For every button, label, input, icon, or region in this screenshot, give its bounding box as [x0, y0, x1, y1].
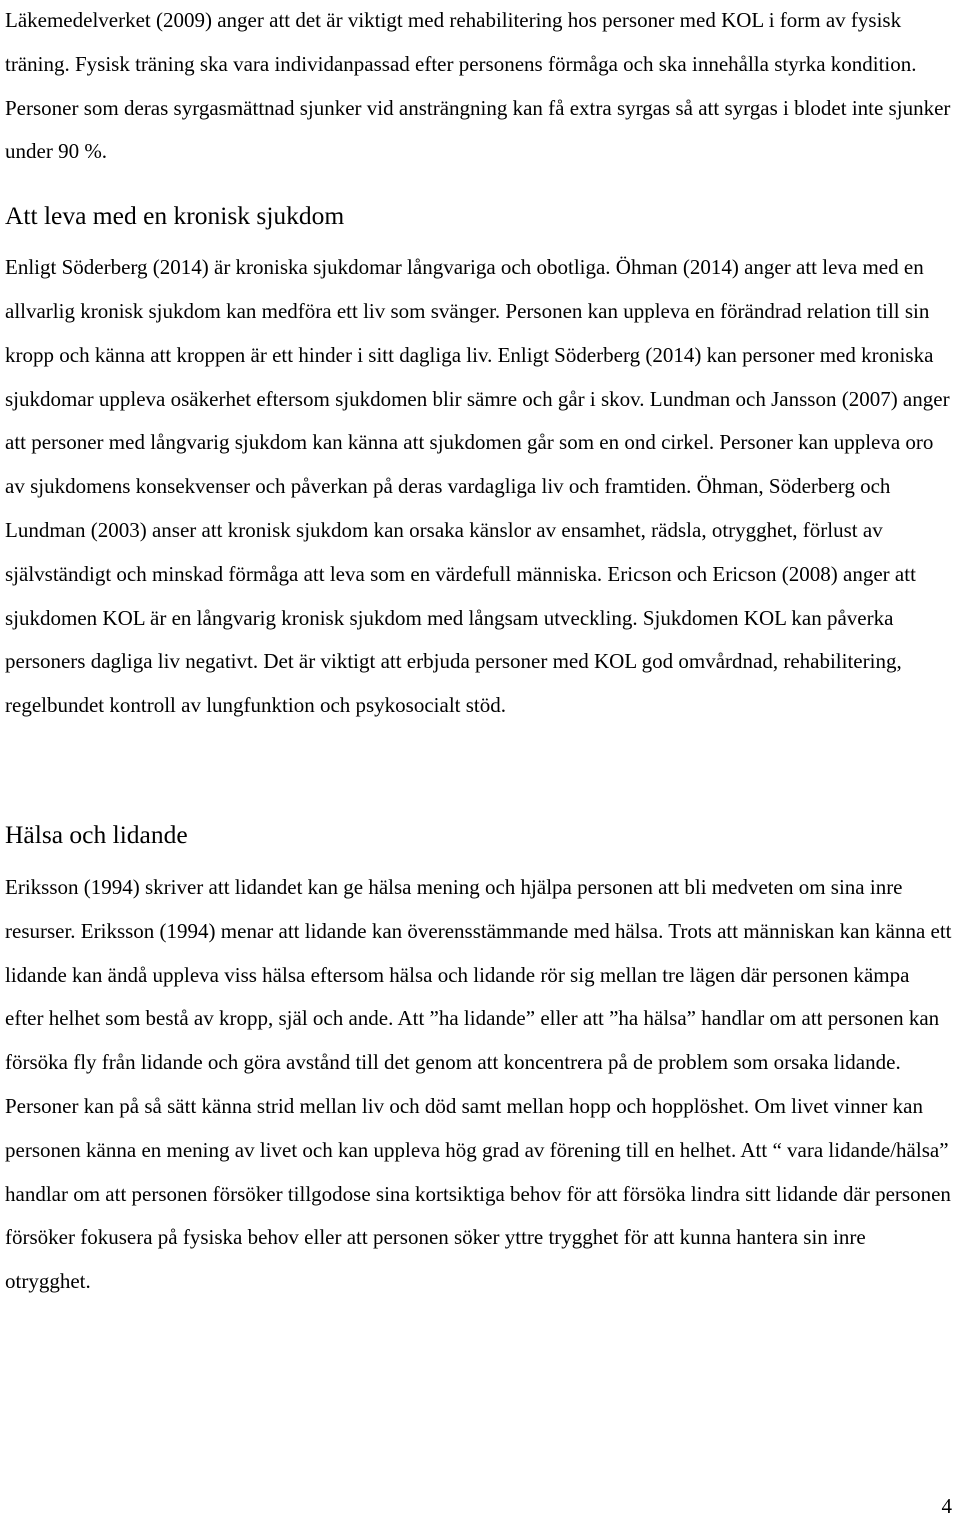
paragraph-chronic-disease: Enligt Söderberg (2014) är kroniska sjukdomar långvariga och obotliga. Öhman (2014) anger att leva med en allvarlig kronisk sjukdom kan medföra ett liv som svänger. Personen kan uppleva en förändrad relation till sin kropp och känna att kroppen är ett hinder i sitt dagliga liv. Enligt Söderberg (2014) kan personer med kroniska sjukdomar uppleva osäkerhet eftersom sjukdomen blir sämre och går i skov. Lundman och Jansson (2007) anger att personer med långvarig sjukdom kan känna att sjukdomen går som en ond cirkel. Personer kan uppleva oro av sjukdomens konsekvenser och påverkan på deras vardagliga liv och framtiden. Öhman, Söderberg och Lundman (2003) anser att kronisk sjukdom kan orsaka känslor av ensamhet, rädsla, otrygghet, förlust av självständigt och minskad förmåga att leva som en värdefull människa. Ericson och Ericson (2008) anger att sjukdomen KOL är en långvarig kronisk sjukdom med långsam utveckling. Sjukdomen KOL kan påverka personers dagliga liv negativt. Det är viktigt att erbjuda personer med KOL god omvårdnad, rehabilitering, regelbundet kontroll av lungfunktion och psykosocialt stöd. — [5, 255, 950, 718]
heading-chronic-disease: Att leva med en kronisk sjukdom — [5, 201, 345, 231]
paragraph-rehabilitation: Läkemedelverket (2009) anger att det är viktigt med rehabilitering hos personer med KOL i form av fysisk träning. Fysisk träning ska vara individanpassad efter personens förmåga och ska innehålla styrka kondition. Personer som deras syrgasmättnad sjunker vid ansträngning kan få extra syrgas så att syrgas i blodet inte sjunker under 90 %. — [5, 8, 951, 164]
document-page — [5, 0, 953, 1304]
heading-health-suffering: Hälsa och lidande — [5, 819, 188, 849]
paragraph-health-suffering: Eriksson (1994) skriver att lidandet kan ge hälsa mening och hjälpa personen att bli medveten om sina inre resurser. Eriksson (1994) menar att lidande kan överensstämmande med hälsa. Trots att människan kan känna ett lidande kan ändå uppleva viss hälsa eftersom hälsa och lidande rör sig mellan tre lägen där personen kämpa efter helhet som bestå av kropp, själ och ande. Att ”ha lidande” eller att ”ha hälsa” handlar om att personen kan försöka fly från lidande och göra avstånd till det genom att koncentrera på de problem som orsaka lidande. Personer kan på så sätt känna strid mellan liv och död samt mellan hopp och hopplöshet. Om livet vinner kan personen känna en mening av livet och kan uppleva hög grad av förening till en helhet. Att “ vara lidande/hälsa” handlar om att personen försöker tillgodose sina kortsiktiga behov för att försöka lindra sitt lidande där personen försöker fokusera på fysiska behov eller att personen söker yttre trygghet för att kunna hantera sin inre otrygghet. — [5, 874, 952, 1294]
page-number: 4 — [941, 1494, 952, 1518]
